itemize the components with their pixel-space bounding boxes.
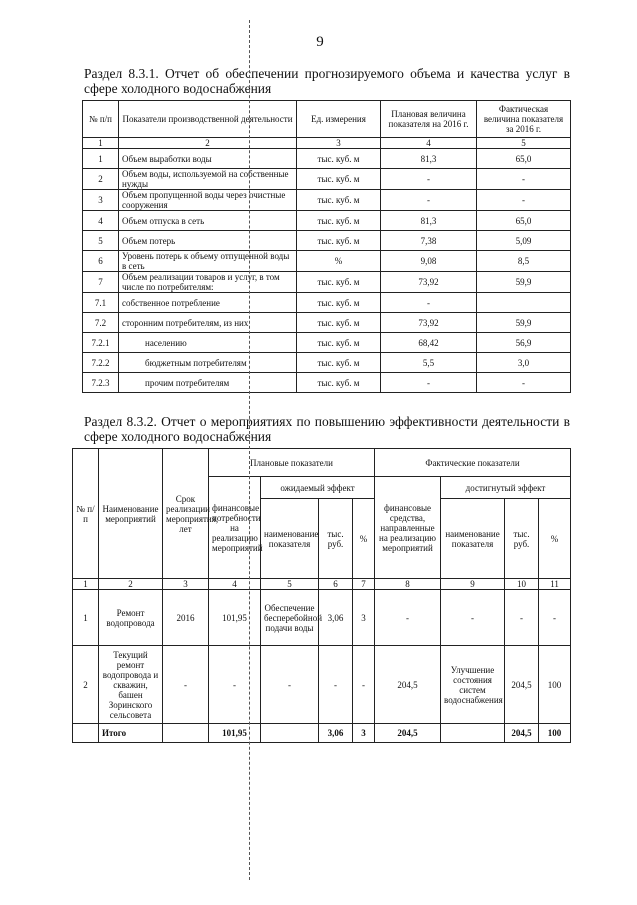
column-number: 9: [441, 579, 505, 590]
indicator-name: прочим потребителям: [119, 373, 297, 393]
total-plan-financing: 101,95: [209, 724, 261, 743]
plan-value: -: [381, 169, 477, 190]
plan-value: -: [381, 293, 477, 313]
indicator-name: бюджетным потребителям: [119, 353, 297, 373]
fact-value: 56,9: [477, 333, 571, 353]
row-number: 1: [83, 149, 119, 169]
page-number: 9: [316, 34, 324, 50]
section-1-title: Раздел 8.3.1. Отчет об обеспечении прогнозируемого объема и качества услуг в сфере холодного водоснабжения: [84, 66, 570, 96]
plan-value: -: [381, 373, 477, 393]
measure-name: Ремонт водопровода: [99, 590, 163, 646]
fact-value: 3,0: [477, 353, 571, 373]
indicator-name: Объем реализации товаров и услуг, в том числе по потребителям:: [119, 272, 297, 293]
fact-value: 59,9: [477, 272, 571, 293]
expected-rub: 3,06: [319, 590, 353, 646]
indicator-name: Объем отпуска в сеть: [119, 211, 297, 231]
table-row: [73, 646, 571, 724]
achieved-pct: 100: [539, 646, 571, 724]
table-row: [83, 333, 571, 353]
column-number: 10: [505, 579, 539, 590]
column-number: 4: [381, 138, 477, 149]
unit: тыс. куб. м: [297, 231, 381, 251]
unit: тыс. куб. м: [297, 190, 381, 211]
row-number: 7.2.2: [83, 353, 119, 373]
table-row: [83, 313, 571, 333]
header-cell: финансовые потребности на реализацию мероприятий: [209, 477, 261, 579]
column-number: 3: [163, 579, 209, 590]
unit: тыс. куб. м: [297, 272, 381, 293]
column-number: 4: [209, 579, 261, 590]
achieved-rub: -: [505, 590, 539, 646]
header-cell: Ед. измерения: [297, 101, 381, 138]
column-number: 5: [261, 579, 319, 590]
term: -: [163, 646, 209, 724]
expected-pct: 3: [353, 590, 375, 646]
row-number: 4: [83, 211, 119, 231]
table-row: [83, 190, 571, 211]
header-cell: № п/п: [83, 101, 119, 138]
row-number: 2: [73, 646, 99, 724]
header-cell: наименование показателя: [441, 499, 505, 579]
plan-value: 68,42: [381, 333, 477, 353]
plan-value: 9,08: [381, 251, 477, 272]
header-cell: %: [539, 499, 571, 579]
table-row: [83, 149, 571, 169]
row-number: 7.2.3: [83, 373, 119, 393]
unit: тыс. куб. м: [297, 313, 381, 333]
expected-rub: -: [319, 646, 353, 724]
indicator-name: Объем выработки воды: [119, 149, 297, 169]
indicator-name: сторонним потребителям, из них: [119, 313, 297, 333]
term: 2016: [163, 590, 209, 646]
plan-value: -: [381, 190, 477, 211]
plan-value: 73,92: [381, 313, 477, 333]
total-achieved-rub: 204,5: [505, 724, 539, 743]
header-cell: достигнутый эффект: [441, 477, 571, 499]
plan-value: 7,38: [381, 231, 477, 251]
fact-value: 65,0: [477, 149, 571, 169]
indicator-name: Объем воды, используемой на собственные нужды: [119, 169, 297, 190]
column-number: 6: [319, 579, 353, 590]
column-number: 8: [375, 579, 441, 590]
unit: тыс. куб. м: [297, 149, 381, 169]
table-row: [83, 211, 571, 231]
table-header-row: [83, 101, 571, 138]
header-cell: Срок реализации мероприятия, лет: [163, 449, 209, 579]
fact-financing: -: [375, 590, 441, 646]
table-row: [83, 251, 571, 272]
column-number: 11: [539, 579, 571, 590]
expected-indicator: -: [261, 646, 319, 724]
column-number-row: [83, 138, 571, 149]
achieved-indicator: -: [441, 590, 505, 646]
header-cell: ожидаемый эффект: [261, 477, 375, 499]
total-label: Итого: [99, 724, 163, 743]
total-expected-pct: 3: [353, 724, 375, 743]
row-number: 7.1: [83, 293, 119, 313]
fact-value: 65,0: [477, 211, 571, 231]
fact-financing: 204,5: [375, 646, 441, 724]
table-row: [83, 353, 571, 373]
fact-value: 5,09: [477, 231, 571, 251]
column-number: 3: [297, 138, 381, 149]
unit: тыс. куб. м: [297, 293, 381, 313]
fact-value: -: [477, 373, 571, 393]
fact-value: [477, 293, 571, 313]
unit: тыс. куб. м: [297, 333, 381, 353]
column-number: 2: [119, 138, 297, 149]
unit: тыс. куб. м: [297, 373, 381, 393]
achieved-rub: 204,5: [505, 646, 539, 724]
plan-financing: 101,95: [209, 590, 261, 646]
fact-value: 8,5: [477, 251, 571, 272]
header-cell: № п/п: [73, 449, 99, 579]
header-cell: Наименование мероприятий: [99, 449, 163, 579]
unit: тыс. куб. м: [297, 169, 381, 190]
fact-value: -: [477, 190, 571, 211]
achieved-indicator: Улучшение состояния систем водоснабжения: [441, 646, 505, 724]
fact-value: -: [477, 169, 571, 190]
table-row: [73, 590, 571, 646]
header-cell: тыс. руб.: [319, 499, 353, 579]
unit: %: [297, 251, 381, 272]
table-row: [83, 169, 571, 190]
efficiency-measures-table: [72, 448, 571, 743]
plan-value: 73,92: [381, 272, 477, 293]
column-number: 5: [477, 138, 571, 149]
scan-fold-line: [249, 20, 250, 880]
indicator-name: Уровень потерь к объему отпущенной воды в сеть: [119, 251, 297, 272]
column-number: 2: [99, 579, 163, 590]
row-number: 7.2.1: [83, 333, 119, 353]
plan-value: 81,3: [381, 211, 477, 231]
section-2-title: Раздел 8.3.2. Отчет о мероприятиях по повышению эффективности деятельности в сфере холодного водоснабжения: [84, 414, 570, 444]
measure-name: Текущий ремонт водопровода и скважин, башен Зоринского сельсовета: [99, 646, 163, 724]
indicator-name: Объем пропущенной воды через очистные сооружения: [119, 190, 297, 211]
achieved-pct: -: [539, 590, 571, 646]
header-cell: Показатели производственной деятельности: [119, 101, 297, 138]
table-header-row: [73, 449, 571, 477]
indicator-name: собственное потребление: [119, 293, 297, 313]
plan-value: 5,5: [381, 353, 477, 373]
header-cell: тыс. руб.: [505, 499, 539, 579]
header-cell: Фактическая величина показателя за 2016 г.: [477, 101, 571, 138]
total-row: [73, 724, 571, 743]
column-number: 1: [83, 138, 119, 149]
plan-group-header: Плановые показатели: [209, 449, 375, 477]
row-number: 1: [73, 590, 99, 646]
indicator-name: населению: [119, 333, 297, 353]
fact-group-header: Фактические показатели: [375, 449, 571, 477]
unit: тыс. куб. м: [297, 353, 381, 373]
column-number: 1: [73, 579, 99, 590]
column-number: 7: [353, 579, 375, 590]
header-cell: Плановая величина показателя на 2016 г.: [381, 101, 477, 138]
expected-pct: -: [353, 646, 375, 724]
total-achieved-pct: 100: [539, 724, 571, 743]
expected-indicator: Обеспечение бесперебойной подачи воды: [261, 590, 319, 646]
production-indicators-table: [82, 100, 571, 393]
plan-financing: -: [209, 646, 261, 724]
row-number: 7.2: [83, 313, 119, 333]
table-row: [83, 272, 571, 293]
row-number: 6: [83, 251, 119, 272]
plan-value: 81,3: [381, 149, 477, 169]
header-cell: %: [353, 499, 375, 579]
total-fact-financing: 204,5: [375, 724, 441, 743]
table-row: [83, 373, 571, 393]
fact-value: 59,9: [477, 313, 571, 333]
table-row: [83, 293, 571, 313]
row-number: 2: [83, 169, 119, 190]
row-number: 7: [83, 272, 119, 293]
header-cell: финансовые средства, направленные на реализацию мероприятий: [375, 477, 441, 579]
unit: тыс. куб. м: [297, 211, 381, 231]
table-row: [83, 231, 571, 251]
row-number: 5: [83, 231, 119, 251]
indicator-name: Объем потерь: [119, 231, 297, 251]
column-number-row: [73, 579, 571, 590]
total-expected-rub: 3,06: [319, 724, 353, 743]
header-cell: наименование показателя: [261, 499, 319, 579]
row-number: 3: [83, 190, 119, 211]
